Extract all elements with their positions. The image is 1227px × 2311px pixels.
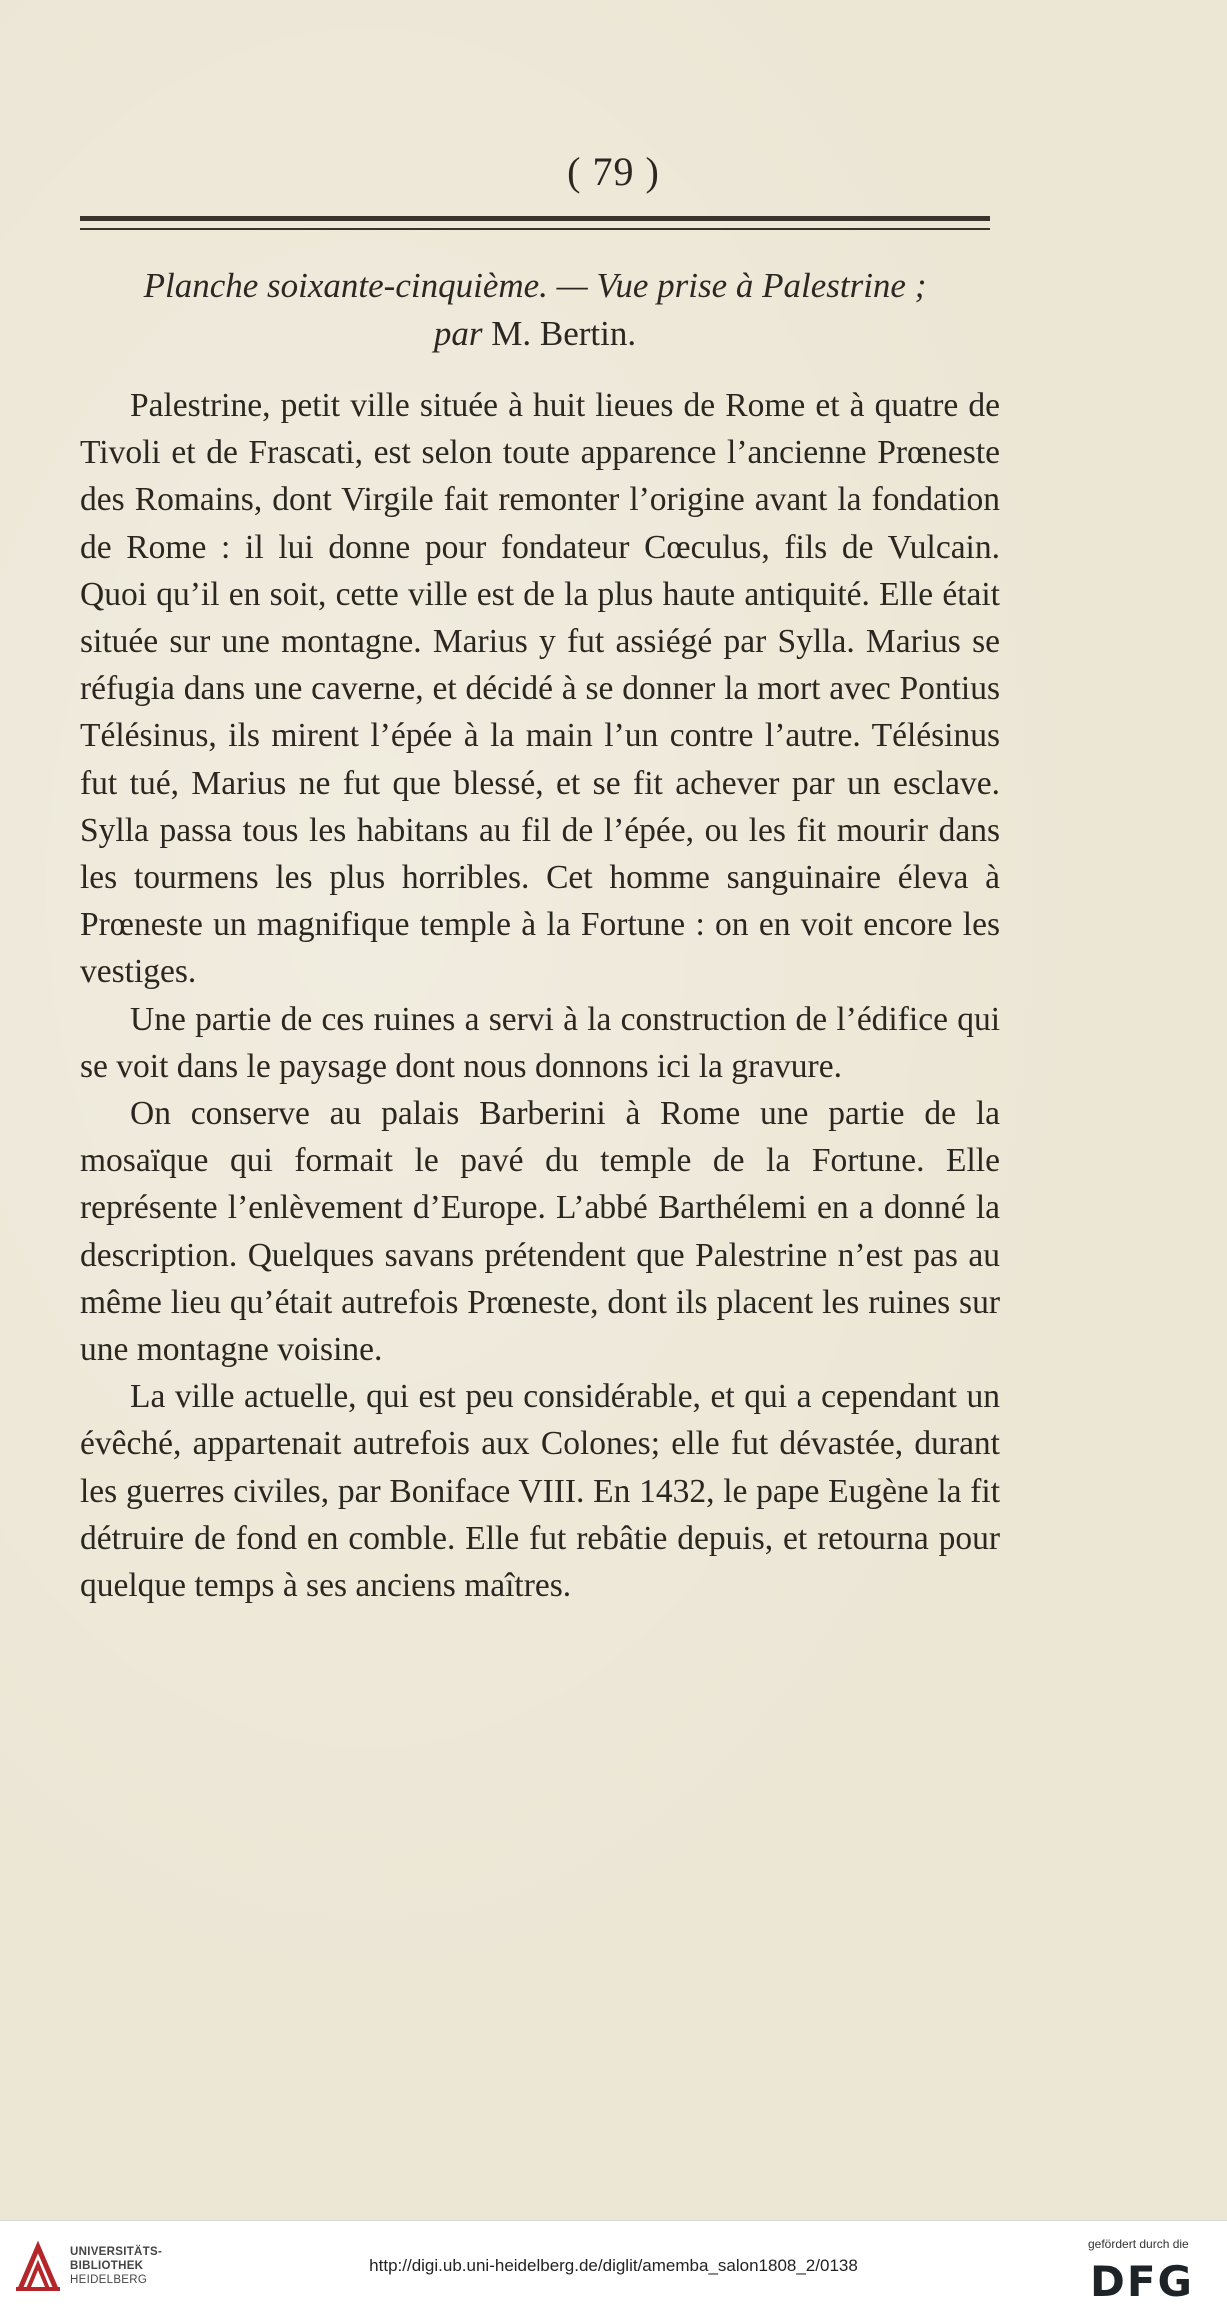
library-name-line-1: UNIVERSITÄTS- xyxy=(70,2246,163,2258)
plate-heading xyxy=(60,262,1010,358)
heading-line-1: Planche soixante-cinquième. — Vue prise à Palestrine ; xyxy=(143,266,927,305)
paragraph-1: Palestrine, petit ville située à huit lieues de Rome et à quatre de Tivoli et de Frascati, est selon toute apparence l’ancienne Prœneste des Romains, dont Virgile fait remonter l’origine avant la fondation de Rome : il lui donne pour fondateur Cœculus, fils de Vulcain. Quoi qu’il en soit, cette ville est de la plus haute antiquité. Elle était située sur une montagne. Marius y fut assiégé par Sylla. Marius se réfugia dans une caverne, et décidé à se donner la mort avec Pontius Télésinus, ils mirent l’épée à la main l’un contre l’autre. Télésinus fut tué, Marius ne fut que blessé, et se fit achever par un esclave. Sylla passa tous les habitans au fil de l’épée, ou les fit mourir dans les tourmens les plus horribles. Cet homme sanguinaire éleva à Prœneste un magnifique temple à la Fortune : on en voit encore les vestiges. xyxy=(80,387,1000,991)
viewer-footer xyxy=(0,2220,1227,2311)
heading-by: par xyxy=(433,314,483,353)
heading-author: M. Bertin. xyxy=(482,314,637,353)
paragraph-2: Une partie de ces ruines a servi à la construction de l’édifice qui se voit dans le paysage dont nous donnons ici la gravure. xyxy=(80,1000,1000,1085)
paragraph-3: On conserve au palais Barberini à Rome une partie de la mosaïque qui formait le pavé du temple de la Fortune. Elle représente l’enlèvement d’Europe. L’abbé Barthélemi en a donné la description. Quelques savans prétendent que Palestrine n’est pas au même lieu qu’était autrefois Prœneste, dont ils placent les ruines sur une montagne voisine. xyxy=(80,1095,1000,1369)
library-name-line-3: HEIDELBERG xyxy=(70,2274,148,2286)
page-number: ( 79 ) xyxy=(567,149,660,194)
paragraph-4: La ville actuelle, qui est peu considérable, et qui a cependant un évêché, appartenait autrefois aux Colones; elle fut dévastée, durant les guerres civiles, par Boniface VIII. En 1432, le pape Eugène la fit détruire de fond en comble. Elle fut rebâtie depuis, et retourna pour quelque temps à ses anciens maîtres. xyxy=(80,1378,1000,1605)
heading-line-2 xyxy=(60,310,1010,358)
permalink-url[interactable]: http://digi.ub.uni-heidelberg.de/diglit/amemba_salon1808_2/0138 xyxy=(369,2256,858,2275)
funded-by-label: gefördert durch die xyxy=(1088,2237,1189,2251)
header-rule-thin xyxy=(80,228,990,230)
header-rule-thick xyxy=(80,216,990,221)
dfg-logo-icon[interactable]: DFG xyxy=(1090,2257,1195,2306)
body-text xyxy=(80,382,1000,1609)
library-name-line-2: BIBLIOTHEK xyxy=(70,2260,144,2272)
